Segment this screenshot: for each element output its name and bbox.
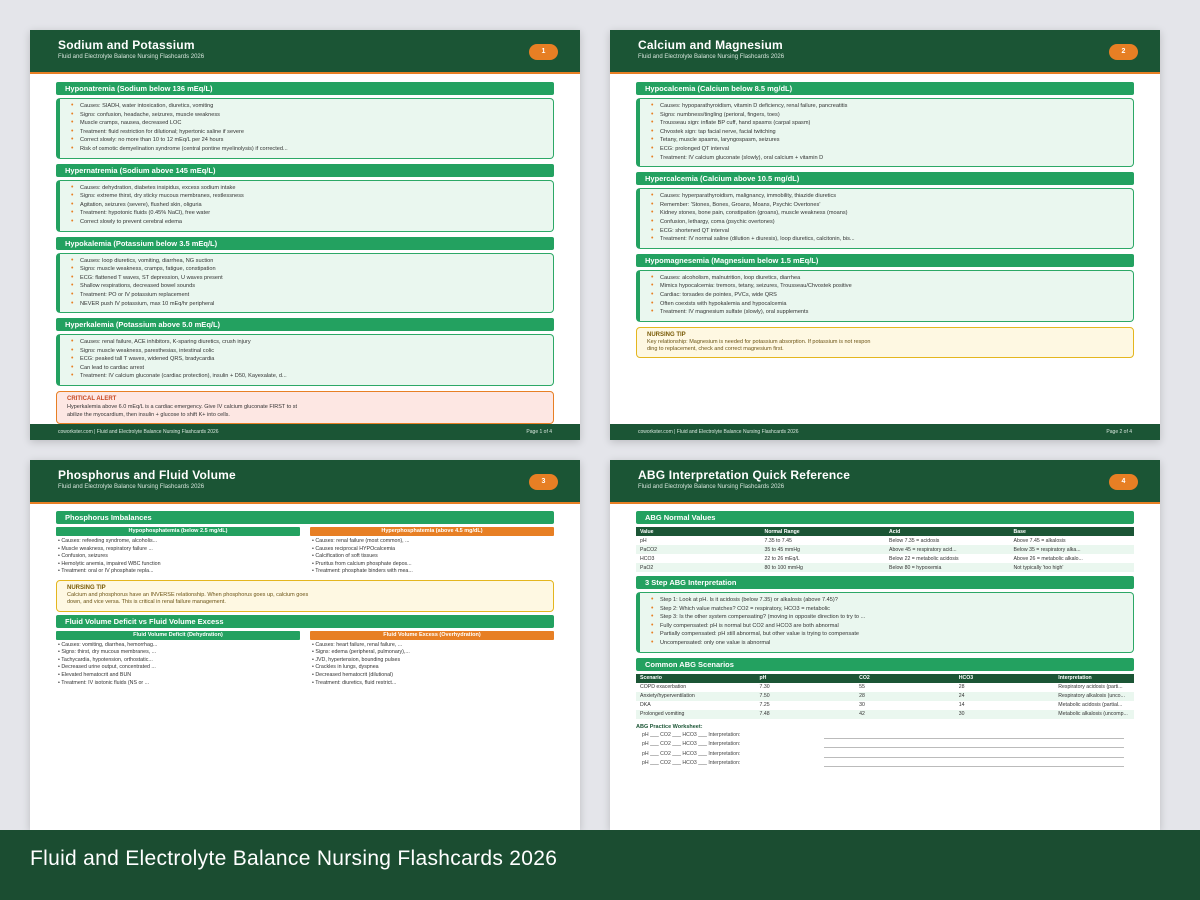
column-header: Acid	[885, 527, 1010, 536]
table-cell: PaO2	[636, 563, 761, 572]
list-item: • Signs: muscle weakness, paresthesias, intestinal colic	[68, 347, 547, 356]
list-item: • ECG: shortened QT interval	[648, 227, 1127, 236]
table-cell: 22 to 26 mEq/L	[761, 554, 886, 563]
list-item: • Treatment: IV calcium gluconate (cardiac protection), insulin + D50, Kayexalate, d...	[68, 372, 547, 381]
section-hyperkalemia	[56, 318, 554, 386]
list-item: • Fully compensated: pH is normal but CO2 and HCO3 are both abnormal	[648, 622, 1127, 631]
list-item: • Causes: heart failure, renal failure, ...	[312, 642, 554, 650]
column-header: Interpretation	[1054, 674, 1134, 683]
page-subtitle: Fluid and Electrolyte Balance Nursing Flashcards 2026	[638, 54, 785, 60]
page-title: Sodium and Potassium	[58, 38, 195, 52]
list-item: • Signs: numbness/tingling (perioral, fingers, toes)	[648, 111, 1127, 120]
table-cell: 30	[855, 701, 955, 710]
table-cell: Below 80 = hypoxemia	[885, 563, 1010, 572]
abg-scenarios-table	[636, 674, 1134, 719]
list-item: • Mimics hypocalcemia: tremors, tetany, seizures, Trousseau/Chvostek positive	[648, 282, 1127, 291]
worksheet-line-text: pH ___ CO2 ___ HCO3 ___ Interpretation:	[642, 760, 741, 767]
page-content	[56, 511, 554, 691]
section-heading: Hypercalcemia (Calcium above 10.5 mg/dL)	[636, 172, 1134, 185]
table-cell: Above 7.45 = alkalosis	[1010, 536, 1135, 545]
list-item: • Shallow respirations, decreased bowel sounds	[68, 282, 547, 291]
list-item: • Signs: thirst, dry mucous membranes, ...	[58, 649, 300, 657]
list-item: • Often coexists with hypokalemia and hypocalcemia	[648, 300, 1127, 309]
page-number-badge: 4	[1109, 474, 1138, 490]
page-footer	[30, 424, 580, 440]
column-heading: Fluid Volume Deficit (Dehydration)	[56, 631, 300, 640]
list-item: • Treatment: IV normal saline (dilution + diuresis), loop diuretics, calcitonin, bis...	[648, 235, 1127, 244]
alert-title: CRITICAL ALERT	[67, 396, 117, 403]
table-row	[636, 563, 1134, 572]
section-hypercalcemia	[636, 172, 1134, 249]
list-item: • Causes: loop diuretics, vomiting, diarrhea, NG suction	[68, 257, 547, 266]
table-cell: PaCO2	[636, 545, 761, 554]
section-hypokalemia	[56, 237, 554, 314]
nursing-tip-box	[56, 580, 554, 612]
page-number-badge: 3	[529, 474, 558, 490]
list-item: • Signs: muscle weakness, cramps, fatigue, constipation	[68, 265, 547, 274]
section-heading: Hypomagnesemia (Magnesium below 1.5 mEq/L)	[636, 254, 1134, 267]
section-box	[636, 188, 1134, 249]
column-header: pH	[756, 674, 856, 683]
fluid-deficit-column	[56, 631, 300, 688]
critical-alert-box	[56, 391, 554, 424]
section-hypocalcemia	[636, 82, 1134, 167]
worksheet-line	[636, 759, 1134, 769]
list-item: • Crackles in lungs, dyspnea	[312, 664, 554, 672]
list-item: • Muscle weakness, respiratory failure ...	[58, 546, 300, 554]
answer-line	[824, 766, 1124, 767]
list-item: • Cardiac: torsades de pointes, PVCs, wide QRS	[648, 291, 1127, 300]
list-item: • Hemolytic anemia, impaired WBC function	[58, 561, 300, 569]
page-subtitle: Fluid and Electrolyte Balance Nursing Flashcards 2026	[58, 54, 205, 60]
table-cell: Respiratory alkalosis (unco...	[1054, 692, 1134, 701]
list-item: • Trousseau sign: inflate BP cuff, hand spasms (carpal spasm)	[648, 119, 1127, 128]
phosphorus-columns	[56, 527, 554, 576]
answer-line	[824, 747, 1124, 748]
section-hyponatremia	[56, 82, 554, 159]
footer-source: coworkster.com | Fluid and Electrolyte Balance Nursing Flashcards 2026	[638, 429, 799, 435]
list-item: • Causes: dehydration, diabetes insipidus, excess sodium intake	[68, 184, 547, 193]
list-item: • Risk of osmotic demyelination syndrome (central pontine myelinolysis) if corrected...	[68, 145, 547, 154]
alert-text: Hyperkalemia above 6.0 mEq/L is a cardiac emergency. Give IV calcium gluconate FIRST to st	[67, 404, 298, 411]
table-cell: 80 to 100 mmHg	[761, 563, 886, 572]
list-item: • Correct slowly: no more than 10 to 12 mEq/L per 24 hours	[68, 136, 547, 145]
table-cell: 28	[855, 692, 955, 701]
answer-line	[824, 738, 1124, 739]
list-item: • Kidney stones, bone pain, constipation (groans), muscle weakness (moans)	[648, 209, 1127, 218]
table-cell: Below 35 = respiratory alka...	[1010, 545, 1135, 554]
hypophosphatemia-column	[56, 527, 300, 576]
list-item: • NEVER push IV potassium, max 10 mEq/hr peripheral	[68, 300, 547, 309]
list-item: • ECG: flattened T waves, ST depression, U waves present	[68, 274, 547, 283]
fluid-volume-columns	[56, 631, 554, 688]
table-cell: Below 7.35 = acidosis	[885, 536, 1010, 545]
list-item: • Step 3: Is the other system compensating? (moving in opposite direction to try to ...	[648, 613, 1127, 622]
column-header: Base	[1010, 527, 1135, 536]
list-item: • Causes: hypoparathyroidism, vitamin D deficiency, renal failure, pancreatitis	[648, 102, 1127, 111]
tip-text: down, and vice versa. This is critical in renal failure management.	[67, 599, 226, 606]
section-box	[636, 592, 1134, 653]
page-content	[636, 511, 1134, 769]
section-heading-abg-scenarios: Common ABG Scenarios	[636, 658, 1134, 671]
table-row	[636, 554, 1134, 563]
table-cell: Prolonged vomiting	[636, 710, 756, 719]
list-item: • Treatment: PO or IV potassium replacement	[68, 291, 547, 300]
table-cell: 7.30	[756, 683, 856, 692]
footer-page-count: Page 1 of 4	[526, 429, 552, 435]
flashcard-page-1	[30, 30, 580, 440]
column-header: Value	[636, 527, 761, 536]
section-hypernatremia	[56, 164, 554, 232]
section-box	[56, 334, 554, 386]
page-subtitle: Fluid and Electrolyte Balance Nursing Flashcards 2026	[638, 484, 785, 490]
table-cell: DKA	[636, 701, 756, 710]
table-cell: 42	[855, 710, 955, 719]
section-heading: Hyperkalemia (Potassium above 5.0 mEq/L)	[56, 318, 554, 331]
table-cell: Above 26 = metabolic alkalo...	[1010, 554, 1135, 563]
table-cell: Not typically 'too high'	[1010, 563, 1135, 572]
section-box	[636, 270, 1134, 322]
column-header: HCO3	[955, 674, 1055, 683]
table-cell: 7.48	[756, 710, 856, 719]
list-item: • Causes: hyperparathyroidism, malignancy, immobility, thiazide diuretics	[648, 192, 1127, 201]
column-heading: Fluid Volume Excess (Overhydration)	[310, 631, 554, 640]
list-item: • Agitation, seizures (severe), flushed skin, oliguria	[68, 201, 547, 210]
list-item: • Confusion, lethargy, coma (psychic overtones)	[648, 218, 1127, 227]
list-item: • Tetany, muscle spasms, laryngospasm, seizures	[648, 136, 1127, 145]
section-heading-abg-steps: 3 Step ABG Interpretation	[636, 576, 1134, 589]
list-item: • Causes: SIADH, water intoxication, diuretics, vomiting	[68, 102, 547, 111]
list-item: • Muscle cramps, nausea, decreased LOC	[68, 119, 547, 128]
alert-text: abilize the myocardium, then insulin + glucose to shift K+ into cells.	[67, 411, 230, 418]
answer-line	[824, 757, 1124, 758]
section-hypomagnesemia	[636, 254, 1134, 322]
list-item: • Treatment: oral or IV phosphate repla...	[58, 568, 300, 576]
page-number-badge: 1	[529, 44, 558, 60]
footer-page-count: Page 2 of 4	[1106, 429, 1132, 435]
list-item: • Pruritus from calcium phosphate depos...	[312, 561, 554, 569]
table-cell: 30	[955, 710, 1055, 719]
list-item: • Treatment: IV isotonic fluids (NS or ...	[58, 680, 300, 688]
nursing-tip-box	[636, 327, 1134, 359]
list-item: • Treatment: phosphate binders with mea...	[312, 568, 554, 576]
tip-text: Key relationship: Magnesium is needed for potassium absorption. If potassium is not respon	[647, 338, 871, 345]
list-item: • Step 2: Which value matches? CO2 = respiratory, HCO3 = metabolic	[648, 605, 1127, 614]
abg-normal-values-table	[636, 527, 1134, 572]
worksheet-line-text: pH ___ CO2 ___ HCO3 ___ Interpretation:	[642, 731, 741, 738]
list-item: • ECG: prolonged QT interval	[648, 145, 1127, 154]
section-heading-phosphorus: Phosphorus Imbalances	[56, 511, 554, 524]
table-cell: 14	[955, 701, 1055, 710]
page-number-badge: 2	[1109, 44, 1138, 60]
list-item: • Treatment: hypotonic fluids (0.45% NaCl), free water	[68, 209, 547, 218]
table-header-row	[636, 527, 1134, 536]
page-title: Calcium and Magnesium	[638, 38, 783, 52]
banner-title: Fluid and Electrolyte Balance Nursing Flashcards 2026	[30, 847, 558, 870]
page-title: ABG Interpretation Quick Reference	[638, 468, 851, 482]
list-item: • Treatment: fluid restriction for dilutional; hypertonic saline if severe	[68, 128, 547, 137]
table-row	[636, 710, 1134, 719]
table-cell: HCO3	[636, 554, 761, 563]
table-cell: 7.25	[756, 701, 856, 710]
page-content	[56, 82, 554, 424]
list-item: • Causes: renal failure (most common), ...	[312, 538, 554, 546]
page-header	[30, 30, 580, 74]
tip-text: Calcium and phosphorus have an INVERSE relationship. When phosphorus goes up, calcium goes	[67, 591, 309, 598]
column-heading: Hypophosphatemia (below 2.5 mg/dL)	[56, 527, 300, 536]
list-item: • Causes reciprocal HYPOcalcemia	[312, 546, 554, 554]
list-item: • Causes: vomiting, diarrhea, hemorrhag...	[58, 642, 300, 650]
worksheet-title: ABG Practice Worksheet:	[636, 723, 703, 730]
section-heading: Hypokalemia (Potassium below 3.5 mEq/L)	[56, 237, 554, 250]
list-item: • Elevated hematocrit and BUN	[58, 672, 300, 680]
section-box	[56, 98, 554, 159]
section-heading: Hypernatremia (Sodium above 145 mEq/L)	[56, 164, 554, 177]
list-item: • Signs: edema (peripheral, pulmonary),...	[312, 649, 554, 657]
section-heading: Hypocalcemia (Calcium below 8.5 mg/dL)	[636, 82, 1134, 95]
list-item: • Partially compensated: pH still abnormal, but other value is trying to compensate	[648, 630, 1127, 639]
list-item: • Causes: renal failure, ACE inhibitors, K-sparing diuretics, crush injury	[68, 338, 547, 347]
worksheet-line-text: pH ___ CO2 ___ HCO3 ___ Interpretation:	[642, 750, 741, 757]
table-cell: 7.50	[756, 692, 856, 701]
list-item: • Tachycardia, hypotension, orthostatic...	[58, 657, 300, 665]
tip-title: NURSING TIP	[647, 331, 686, 338]
table-row	[636, 701, 1134, 710]
section-box	[56, 180, 554, 232]
column-header: Scenario	[636, 674, 756, 683]
page-header	[610, 30, 1160, 74]
flashcard-page-2	[610, 30, 1160, 440]
table-cell: 24	[955, 692, 1055, 701]
worksheet-line-text: pH ___ CO2 ___ HCO3 ___ Interpretation:	[642, 741, 741, 748]
page-content	[636, 82, 1134, 358]
list-item: • Treatment: IV magnesium sulfate (slowly), oral supplements	[648, 308, 1127, 317]
list-item: • Correct slowly to prevent cerebral edema	[68, 218, 547, 227]
list-item: • JVD, hypertension, bounding pulses	[312, 657, 554, 665]
page-title: Phosphorus and Fluid Volume	[58, 468, 236, 482]
page-footer	[610, 424, 1160, 440]
column-header: Normal Range	[761, 527, 886, 536]
list-item: • Can lead to cardiac arrest	[68, 364, 547, 373]
section-heading: Hyponatremia (Sodium below 136 mEq/L)	[56, 82, 554, 95]
section-heading-fluid-volume: Fluid Volume Deficit vs Fluid Volume Excess	[56, 615, 554, 628]
list-item: • Uncompensated: only one value is abnormal	[648, 639, 1127, 648]
table-cell: 35 to 45 mmHg	[761, 545, 886, 554]
table-row	[636, 692, 1134, 701]
table-cell: Below 22 = metabolic acidosis	[885, 554, 1010, 563]
table-cell: 7.35 to 7.45	[761, 536, 886, 545]
worksheet-line	[636, 750, 1134, 760]
section-box	[636, 98, 1134, 167]
list-item: • Decreased hematocrit (dilutional)	[312, 672, 554, 680]
table-cell: Metabolic acidosis (partial...	[1054, 701, 1134, 710]
table-cell: 28	[955, 683, 1055, 692]
list-item: • Confusion, seizures	[58, 553, 300, 561]
page-header	[610, 460, 1160, 504]
table-cell: Above 45 = respiratory acid...	[885, 545, 1010, 554]
flashcard-page-3	[30, 460, 580, 830]
list-item: • Remember: 'Stones, Bones, Groans, Moans, Psychic Overtones'	[648, 201, 1127, 210]
list-item: • Treatment: IV calcium gluconate (slowly), oral calcium + vitamin D	[648, 154, 1127, 163]
table-cell: pH	[636, 536, 761, 545]
worksheet-line	[636, 731, 1134, 741]
column-heading: Hyperphosphatemia (above 4.5 mg/dL)	[310, 527, 554, 536]
page-header	[30, 460, 580, 504]
list-item: • Chvostek sign: tap facial nerve, facial twitching	[648, 128, 1127, 137]
table-row	[636, 545, 1134, 554]
list-item: • Causes: refeeding syndrome, alcoholis...	[58, 538, 300, 546]
list-item: • Calcification of soft tissues	[312, 553, 554, 561]
section-box	[56, 253, 554, 314]
table-row	[636, 683, 1134, 692]
tip-text: ding to replacement, check and correct magnesium first.	[647, 345, 784, 352]
list-item: • Causes: alcoholism, malnutrition, loop diuretics, diarrhea	[648, 274, 1127, 283]
section-heading-abg-normal: ABG Normal Values	[636, 511, 1134, 524]
list-item: • Signs: confusion, headache, seizures, muscle weakness	[68, 111, 547, 120]
tip-title: NURSING TIP	[67, 584, 106, 591]
table-cell: Anxiety/hyperventilation	[636, 692, 756, 701]
list-item: • Decreased urine output, concentrated ...	[58, 664, 300, 672]
page-subtitle: Fluid and Electrolyte Balance Nursing Flashcards 2026	[58, 484, 205, 490]
list-item: • Treatment: diuretics, fluid restrict...	[312, 680, 554, 688]
flashcard-page-4	[610, 460, 1160, 830]
fluid-excess-column	[310, 631, 554, 688]
table-cell: Respiratory acidosis (parti...	[1054, 683, 1134, 692]
list-item: • Signs: extreme thirst, dry sticky mucous membranes, restlessness	[68, 192, 547, 201]
table-header-row	[636, 674, 1134, 683]
table-cell: Metabolic alkalosis (uncomp...	[1054, 710, 1134, 719]
list-item: • Step 1: Look at pH. Is it acidosis (below 7.35) or alkalosis (above 7.45)?	[648, 596, 1127, 605]
worksheet-line	[636, 740, 1134, 750]
table-cell: 55	[855, 683, 955, 692]
footer-source: coworkster.com | Fluid and Electrolyte Balance Nursing Flashcards 2026	[58, 429, 219, 435]
column-header: CO2	[855, 674, 955, 683]
bottom-title-banner	[0, 830, 1200, 900]
table-row	[636, 536, 1134, 545]
hyperphosphatemia-column	[310, 527, 554, 576]
table-cell: COPD exacerbation	[636, 683, 756, 692]
list-item: • ECG: peaked tall T waves, widened QRS, bradycardia	[68, 355, 547, 364]
